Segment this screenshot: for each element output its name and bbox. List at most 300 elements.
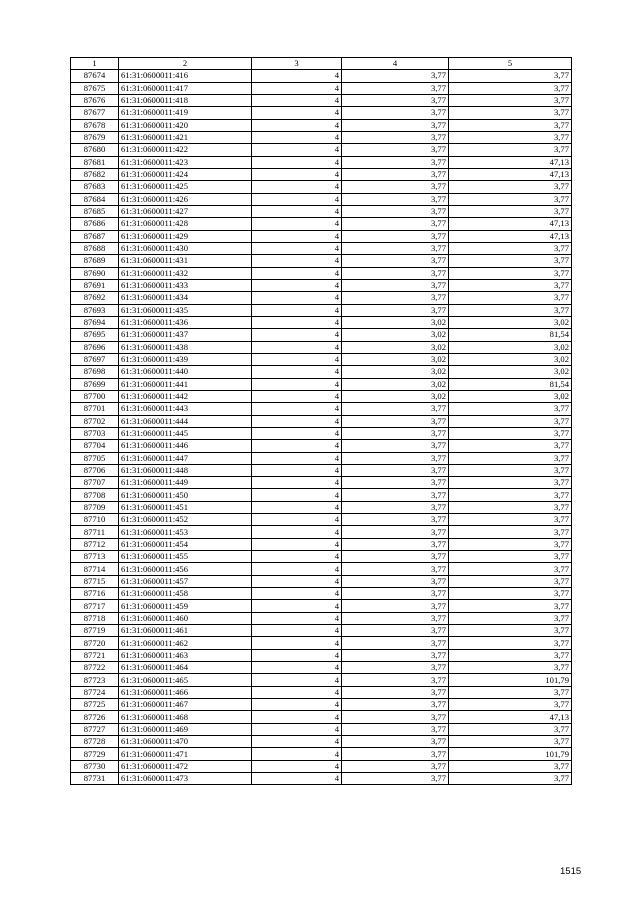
cadastral-number-cell: 61:31:0600011:466 — [119, 686, 252, 698]
table-row — [71, 501, 572, 513]
value-4-cell: 3,77 — [342, 230, 449, 242]
value-4-cell: 3,77 — [342, 304, 449, 316]
row-number-cell: 87722 — [71, 662, 119, 674]
column-header-1: 1 — [71, 58, 119, 70]
row-number-cell: 87706 — [71, 464, 119, 476]
value-3-cell: 4 — [252, 625, 342, 637]
table-row — [71, 711, 572, 723]
row-number-cell: 87692 — [71, 292, 119, 304]
value-5-cell: 3,77 — [449, 538, 572, 550]
row-number-cell: 87724 — [71, 686, 119, 698]
value-3-cell: 4 — [252, 440, 342, 452]
value-5-cell: 47,13 — [449, 156, 572, 168]
value-4-cell: 3,77 — [342, 760, 449, 772]
value-5-cell: 3,77 — [449, 588, 572, 600]
row-number-cell: 87676 — [71, 94, 119, 106]
table-row — [71, 427, 572, 439]
row-number-cell: 87681 — [71, 156, 119, 168]
value-4-cell: 3,02 — [342, 341, 449, 353]
value-4-cell: 3,77 — [342, 403, 449, 415]
value-4-cell: 3,77 — [342, 551, 449, 563]
row-number-cell: 87693 — [71, 304, 119, 316]
value-5-cell: 3,77 — [449, 242, 572, 254]
value-3-cell: 4 — [252, 662, 342, 674]
table-row — [71, 107, 572, 119]
value-4-cell: 3,77 — [342, 427, 449, 439]
table-row — [71, 292, 572, 304]
value-3-cell: 4 — [252, 329, 342, 341]
row-number-cell: 87707 — [71, 477, 119, 489]
table-row — [71, 316, 572, 328]
value-4-cell: 3,77 — [342, 452, 449, 464]
value-4-cell: 3,77 — [342, 119, 449, 131]
row-number-cell: 87729 — [71, 748, 119, 760]
value-3-cell: 4 — [252, 341, 342, 353]
row-number-cell: 87684 — [71, 193, 119, 205]
value-3-cell: 4 — [252, 551, 342, 563]
value-5-cell: 3,02 — [449, 341, 572, 353]
table-row — [71, 773, 572, 785]
value-4-cell: 3,77 — [342, 575, 449, 587]
value-4-cell: 3,77 — [342, 440, 449, 452]
table-row — [71, 415, 572, 427]
value-4-cell: 3,77 — [342, 131, 449, 143]
value-3-cell: 4 — [252, 255, 342, 267]
table-row — [71, 353, 572, 365]
cadastral-number-cell: 61:31:0600011:435 — [119, 304, 252, 316]
table-row — [71, 366, 572, 378]
cadastral-number-cell: 61:31:0600011:418 — [119, 94, 252, 106]
table-row — [71, 575, 572, 587]
value-3-cell: 4 — [252, 538, 342, 550]
value-5-cell: 3,77 — [449, 292, 572, 304]
table-row — [71, 156, 572, 168]
table-row — [71, 489, 572, 501]
value-4-cell: 3,02 — [342, 378, 449, 390]
cadastral-number-cell: 61:31:0600011:461 — [119, 625, 252, 637]
table-row — [71, 452, 572, 464]
value-4-cell: 3,77 — [342, 82, 449, 94]
value-3-cell: 4 — [252, 501, 342, 513]
value-5-cell: 47,13 — [449, 711, 572, 723]
cadastral-number-cell: 61:31:0600011:417 — [119, 82, 252, 94]
cadastral-number-cell: 61:31:0600011:423 — [119, 156, 252, 168]
row-number-cell: 87710 — [71, 514, 119, 526]
cadastral-number-cell: 61:31:0600011:457 — [119, 575, 252, 587]
value-3-cell: 4 — [252, 168, 342, 180]
row-number-cell: 87678 — [71, 119, 119, 131]
table-row — [71, 588, 572, 600]
table-row — [71, 723, 572, 735]
value-4-cell: 3,77 — [342, 181, 449, 193]
table-row — [71, 699, 572, 711]
value-5-cell: 3,77 — [449, 193, 572, 205]
value-3-cell: 4 — [252, 427, 342, 439]
value-4-cell: 3,77 — [342, 723, 449, 735]
value-4-cell: 3,77 — [342, 255, 449, 267]
value-3-cell: 4 — [252, 464, 342, 476]
table-row — [71, 378, 572, 390]
value-4-cell: 3,77 — [342, 662, 449, 674]
value-3-cell: 4 — [252, 699, 342, 711]
value-3-cell: 4 — [252, 403, 342, 415]
row-number-cell: 87727 — [71, 723, 119, 735]
cadastral-number-cell: 61:31:0600011:472 — [119, 760, 252, 772]
table-row — [71, 193, 572, 205]
cadastral-number-cell: 61:31:0600011:473 — [119, 773, 252, 785]
value-3-cell: 4 — [252, 218, 342, 230]
value-4-cell: 3,77 — [342, 699, 449, 711]
cadastral-number-cell: 61:31:0600011:422 — [119, 144, 252, 156]
cadastral-number-cell: 61:31:0600011:434 — [119, 292, 252, 304]
cadastral-number-cell: 61:31:0600011:420 — [119, 119, 252, 131]
table-row — [71, 304, 572, 316]
value-3-cell: 4 — [252, 477, 342, 489]
cadastral-number-cell: 61:31:0600011:459 — [119, 600, 252, 612]
value-4-cell: 3,77 — [342, 193, 449, 205]
value-5-cell: 3,77 — [449, 649, 572, 661]
value-3-cell: 4 — [252, 600, 342, 612]
value-3-cell: 4 — [252, 107, 342, 119]
row-number-cell: 87725 — [71, 699, 119, 711]
row-number-cell: 87720 — [71, 637, 119, 649]
table-row — [71, 279, 572, 291]
table-row — [71, 600, 572, 612]
cadastral-number-cell: 61:31:0600011:447 — [119, 452, 252, 464]
value-3-cell: 4 — [252, 181, 342, 193]
value-5-cell: 3,77 — [449, 82, 572, 94]
value-3-cell: 4 — [252, 773, 342, 785]
row-number-cell: 87711 — [71, 526, 119, 538]
data-table — [70, 57, 572, 785]
cadastral-number-cell: 61:31:0600011:430 — [119, 242, 252, 254]
cadastral-number-cell: 61:31:0600011:416 — [119, 70, 252, 82]
row-number-cell: 87674 — [71, 70, 119, 82]
table-row — [71, 218, 572, 230]
cadastral-number-cell: 61:31:0600011:436 — [119, 316, 252, 328]
value-4-cell: 3,77 — [342, 144, 449, 156]
value-5-cell: 3,02 — [449, 390, 572, 402]
value-5-cell: 3,77 — [449, 686, 572, 698]
value-3-cell: 4 — [252, 82, 342, 94]
value-3-cell: 4 — [252, 378, 342, 390]
table-row — [71, 649, 572, 661]
value-4-cell: 3,77 — [342, 748, 449, 760]
value-5-cell: 3,77 — [449, 526, 572, 538]
value-4-cell: 3,77 — [342, 477, 449, 489]
value-5-cell: 47,13 — [449, 168, 572, 180]
value-5-cell: 3,77 — [449, 637, 572, 649]
value-4-cell: 3,77 — [342, 415, 449, 427]
column-header-4: 4 — [342, 58, 449, 70]
cadastral-number-cell: 61:31:0600011:426 — [119, 193, 252, 205]
value-3-cell: 4 — [252, 649, 342, 661]
table-row — [71, 242, 572, 254]
value-5-cell: 3,77 — [449, 575, 572, 587]
row-number-cell: 87689 — [71, 255, 119, 267]
value-4-cell: 3,77 — [342, 563, 449, 575]
table-body — [71, 70, 572, 785]
value-5-cell: 101,79 — [449, 674, 572, 686]
value-5-cell: 3,77 — [449, 452, 572, 464]
table-row — [71, 119, 572, 131]
value-4-cell: 3,77 — [342, 242, 449, 254]
value-5-cell: 3,77 — [449, 279, 572, 291]
value-5-cell: 3,77 — [449, 255, 572, 267]
value-5-cell: 47,13 — [449, 230, 572, 242]
table-row — [71, 144, 572, 156]
table-row — [71, 551, 572, 563]
cadastral-number-cell: 61:31:0600011:465 — [119, 674, 252, 686]
cadastral-number-cell: 61:31:0600011:470 — [119, 736, 252, 748]
value-4-cell: 3,77 — [342, 168, 449, 180]
value-5-cell: 3,77 — [449, 107, 572, 119]
table-row — [71, 736, 572, 748]
value-4-cell: 3,77 — [342, 70, 449, 82]
cadastral-number-cell: 61:31:0600011:425 — [119, 181, 252, 193]
row-number-cell: 87723 — [71, 674, 119, 686]
table-row — [71, 464, 572, 476]
page-number: 1515 — [560, 866, 582, 877]
table-row — [71, 748, 572, 760]
table-row — [71, 526, 572, 538]
value-5-cell: 3,77 — [449, 144, 572, 156]
value-4-cell: 3,77 — [342, 279, 449, 291]
value-4-cell: 3,77 — [342, 107, 449, 119]
value-3-cell: 4 — [252, 267, 342, 279]
table-row — [71, 760, 572, 772]
cadastral-number-cell: 61:31:0600011:469 — [119, 723, 252, 735]
table-row — [71, 563, 572, 575]
row-number-cell: 87708 — [71, 489, 119, 501]
value-5-cell: 3,77 — [449, 723, 572, 735]
column-header-3: 3 — [252, 58, 342, 70]
row-number-cell: 87716 — [71, 588, 119, 600]
value-3-cell: 4 — [252, 316, 342, 328]
value-3-cell: 4 — [252, 748, 342, 760]
value-3-cell: 4 — [252, 242, 342, 254]
table-row — [71, 255, 572, 267]
row-number-cell: 87694 — [71, 316, 119, 328]
cadastral-number-cell: 61:31:0600011:439 — [119, 353, 252, 365]
value-5-cell: 3,77 — [449, 773, 572, 785]
cadastral-number-cell: 61:31:0600011:427 — [119, 205, 252, 217]
value-4-cell: 3,77 — [342, 686, 449, 698]
table-row — [71, 230, 572, 242]
row-number-cell: 87695 — [71, 329, 119, 341]
value-3-cell: 4 — [252, 723, 342, 735]
value-3-cell: 4 — [252, 686, 342, 698]
value-3-cell: 4 — [252, 279, 342, 291]
cadastral-number-cell: 61:31:0600011:450 — [119, 489, 252, 501]
value-3-cell: 4 — [252, 205, 342, 217]
value-4-cell: 3,77 — [342, 600, 449, 612]
value-5-cell: 81,54 — [449, 378, 572, 390]
value-4-cell: 3,77 — [342, 489, 449, 501]
value-3-cell: 4 — [252, 94, 342, 106]
cadastral-number-cell: 61:31:0600011:462 — [119, 637, 252, 649]
value-5-cell: 3,77 — [449, 600, 572, 612]
column-header-5: 5 — [449, 58, 572, 70]
table-row — [71, 70, 572, 82]
cadastral-number-cell: 61:31:0600011:468 — [119, 711, 252, 723]
value-4-cell: 3,77 — [342, 612, 449, 624]
value-4-cell: 3,77 — [342, 218, 449, 230]
cadastral-number-cell: 61:31:0600011:437 — [119, 329, 252, 341]
value-4-cell: 3,77 — [342, 649, 449, 661]
value-4-cell: 3,77 — [342, 501, 449, 513]
cadastral-number-cell: 61:31:0600011:458 — [119, 588, 252, 600]
cadastral-number-cell: 61:31:0600011:441 — [119, 378, 252, 390]
cadastral-number-cell: 61:31:0600011:442 — [119, 390, 252, 402]
row-number-cell: 87703 — [71, 427, 119, 439]
row-number-cell: 87702 — [71, 415, 119, 427]
row-number-cell: 87691 — [71, 279, 119, 291]
value-5-cell: 3,77 — [449, 464, 572, 476]
value-3-cell: 4 — [252, 131, 342, 143]
cadastral-number-cell: 61:31:0600011:428 — [119, 218, 252, 230]
table-row — [71, 82, 572, 94]
row-number-cell: 87704 — [71, 440, 119, 452]
row-number-cell: 87715 — [71, 575, 119, 587]
value-3-cell: 4 — [252, 760, 342, 772]
cadastral-number-cell: 61:31:0600011:446 — [119, 440, 252, 452]
row-number-cell: 87682 — [71, 168, 119, 180]
table-row — [71, 205, 572, 217]
value-4-cell: 3,77 — [342, 464, 449, 476]
value-3-cell: 4 — [252, 514, 342, 526]
cadastral-number-cell: 61:31:0600011:421 — [119, 131, 252, 143]
value-5-cell: 3,77 — [449, 119, 572, 131]
value-5-cell: 47,13 — [449, 218, 572, 230]
value-5-cell: 3,77 — [449, 181, 572, 193]
row-number-cell: 87717 — [71, 600, 119, 612]
value-3-cell: 4 — [252, 612, 342, 624]
value-3-cell: 4 — [252, 674, 342, 686]
value-5-cell: 3,02 — [449, 366, 572, 378]
row-number-cell: 87677 — [71, 107, 119, 119]
value-5-cell: 81,54 — [449, 329, 572, 341]
row-number-cell: 87685 — [71, 205, 119, 217]
value-5-cell: 3,77 — [449, 551, 572, 563]
row-number-cell: 87731 — [71, 773, 119, 785]
cadastral-number-cell: 61:31:0600011:444 — [119, 415, 252, 427]
cadastral-number-cell: 61:31:0600011:440 — [119, 366, 252, 378]
value-5-cell: 3,77 — [449, 440, 572, 452]
value-4-cell: 3,77 — [342, 773, 449, 785]
table-row — [71, 341, 572, 353]
table-row — [71, 440, 572, 452]
row-number-cell: 87697 — [71, 353, 119, 365]
row-number-cell: 87701 — [71, 403, 119, 415]
value-5-cell: 3,77 — [449, 760, 572, 772]
row-number-cell: 87690 — [71, 267, 119, 279]
cadastral-number-cell: 61:31:0600011:453 — [119, 526, 252, 538]
row-number-cell: 87712 — [71, 538, 119, 550]
cadastral-number-cell: 61:31:0600011:443 — [119, 403, 252, 415]
value-4-cell: 3,77 — [342, 514, 449, 526]
row-number-cell: 87675 — [71, 82, 119, 94]
cadastral-number-cell: 61:31:0600011:455 — [119, 551, 252, 563]
cadastral-number-cell: 61:31:0600011:456 — [119, 563, 252, 575]
table-row — [71, 674, 572, 686]
cadastral-number-cell: 61:31:0600011:464 — [119, 662, 252, 674]
value-3-cell: 4 — [252, 70, 342, 82]
value-4-cell: 3,77 — [342, 588, 449, 600]
value-4-cell: 3,02 — [342, 390, 449, 402]
value-5-cell: 3,77 — [449, 415, 572, 427]
row-number-cell: 87687 — [71, 230, 119, 242]
value-5-cell: 3,77 — [449, 427, 572, 439]
value-3-cell: 4 — [252, 144, 342, 156]
value-4-cell: 3,77 — [342, 526, 449, 538]
cadastral-number-cell: 61:31:0600011:467 — [119, 699, 252, 711]
cadastral-number-cell: 61:31:0600011:454 — [119, 538, 252, 550]
table-row — [71, 168, 572, 180]
value-5-cell: 3,77 — [449, 70, 572, 82]
cadastral-number-cell: 61:31:0600011:429 — [119, 230, 252, 242]
row-number-cell: 87726 — [71, 711, 119, 723]
row-number-cell: 87679 — [71, 131, 119, 143]
value-3-cell: 4 — [252, 366, 342, 378]
cadastral-number-cell: 61:31:0600011:452 — [119, 514, 252, 526]
row-number-cell: 87680 — [71, 144, 119, 156]
value-5-cell: 3,77 — [449, 514, 572, 526]
cadastral-number-cell: 61:31:0600011:431 — [119, 255, 252, 267]
value-3-cell: 4 — [252, 353, 342, 365]
value-5-cell: 3,77 — [449, 94, 572, 106]
value-4-cell: 3,77 — [342, 267, 449, 279]
cadastral-number-cell: 61:31:0600011:424 — [119, 168, 252, 180]
table-row — [71, 686, 572, 698]
value-5-cell: 3,02 — [449, 353, 572, 365]
row-number-cell: 87719 — [71, 625, 119, 637]
value-4-cell: 3,77 — [342, 538, 449, 550]
table-row — [71, 514, 572, 526]
value-3-cell: 4 — [252, 415, 342, 427]
row-number-cell: 87698 — [71, 366, 119, 378]
cadastral-number-cell: 61:31:0600011:448 — [119, 464, 252, 476]
cadastral-number-cell: 61:31:0600011:451 — [119, 501, 252, 513]
cadastral-number-cell: 61:31:0600011:419 — [119, 107, 252, 119]
value-3-cell: 4 — [252, 230, 342, 242]
value-5-cell: 3,77 — [449, 403, 572, 415]
table-header-row — [71, 58, 572, 70]
table-row — [71, 625, 572, 637]
value-3-cell: 4 — [252, 588, 342, 600]
row-number-cell: 87721 — [71, 649, 119, 661]
value-4-cell: 3,77 — [342, 205, 449, 217]
value-3-cell: 4 — [252, 304, 342, 316]
cadastral-number-cell: 61:31:0600011:433 — [119, 279, 252, 291]
value-3-cell: 4 — [252, 292, 342, 304]
value-5-cell: 3,77 — [449, 131, 572, 143]
value-4-cell: 3,77 — [342, 292, 449, 304]
row-number-cell: 87709 — [71, 501, 119, 513]
value-3-cell: 4 — [252, 637, 342, 649]
row-number-cell: 87730 — [71, 760, 119, 772]
value-3-cell: 4 — [252, 711, 342, 723]
value-5-cell: 3,02 — [449, 316, 572, 328]
row-number-cell: 87700 — [71, 390, 119, 402]
value-5-cell: 3,77 — [449, 699, 572, 711]
cadastral-number-cell: 61:31:0600011:432 — [119, 267, 252, 279]
value-4-cell: 3,77 — [342, 637, 449, 649]
table-row — [71, 267, 572, 279]
value-3-cell: 4 — [252, 390, 342, 402]
value-5-cell: 3,77 — [449, 563, 572, 575]
cadastral-number-cell: 61:31:0600011:445 — [119, 427, 252, 439]
